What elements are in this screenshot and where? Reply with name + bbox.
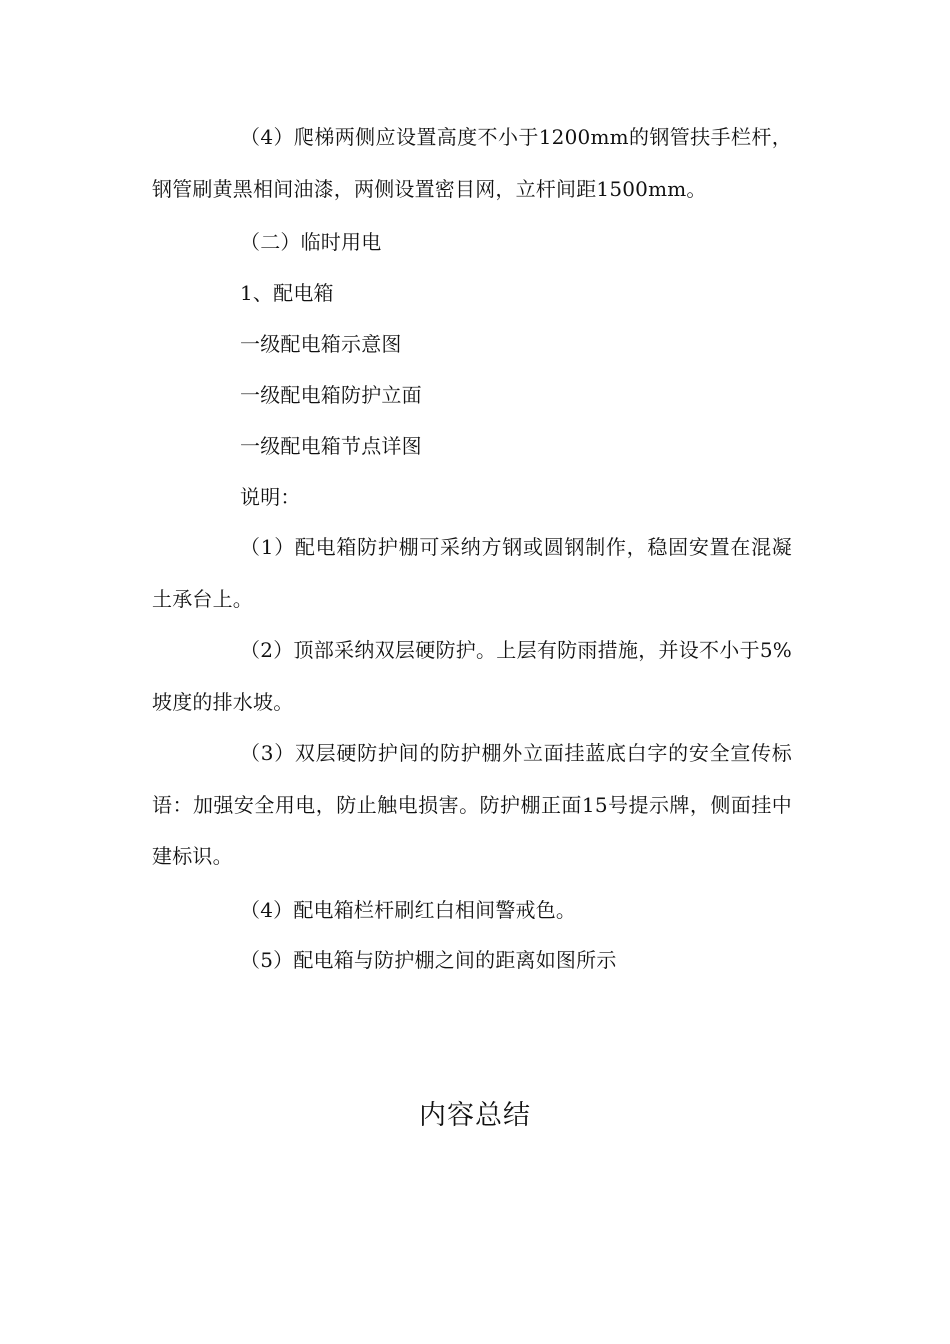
- summary-title: 内容总结: [419, 1100, 531, 1131]
- subsection-heading: 1、配电箱: [240, 281, 334, 305]
- figure-caption: 一级配电箱示意图: [240, 332, 402, 356]
- note-paragraph: （5）配电箱与防护棚之间的距离如图所示: [240, 948, 617, 972]
- notes-label: 说明：: [240, 485, 301, 509]
- note-paragraph: （3）双层硬防护间的防护棚外立面挂蓝底白字的安全宣传标语：加强安全用电，防止触电损害。防护棚正面15号提示牌，侧面挂中建标识。: [152, 741, 792, 868]
- note-paragraph: （1）配电箱防护棚可采纳方钢或圆钢制作，稳固安置在混凝土承台上。: [152, 535, 792, 611]
- note-paragraph: （4）配电箱栏杆刷红白相间警戒色。: [240, 898, 577, 922]
- figure-caption: 一级配电箱节点详图: [240, 434, 422, 458]
- paragraph-ladder-handrail: （4）爬梯两侧应设置高度不小于1200mm的钢管扶手栏杆，钢管刷黄黑相间油漆，两侧设置密目网，立杆间距1500mm。: [152, 125, 792, 201]
- figure-caption: 一级配电箱防护立面: [240, 383, 422, 407]
- section-heading: （二）临时用电: [240, 230, 382, 254]
- note-paragraph: （2）顶部采纳双层硬防护。上层有防雨措施，并设不小于5%坡度的排水坡。: [152, 638, 792, 714]
